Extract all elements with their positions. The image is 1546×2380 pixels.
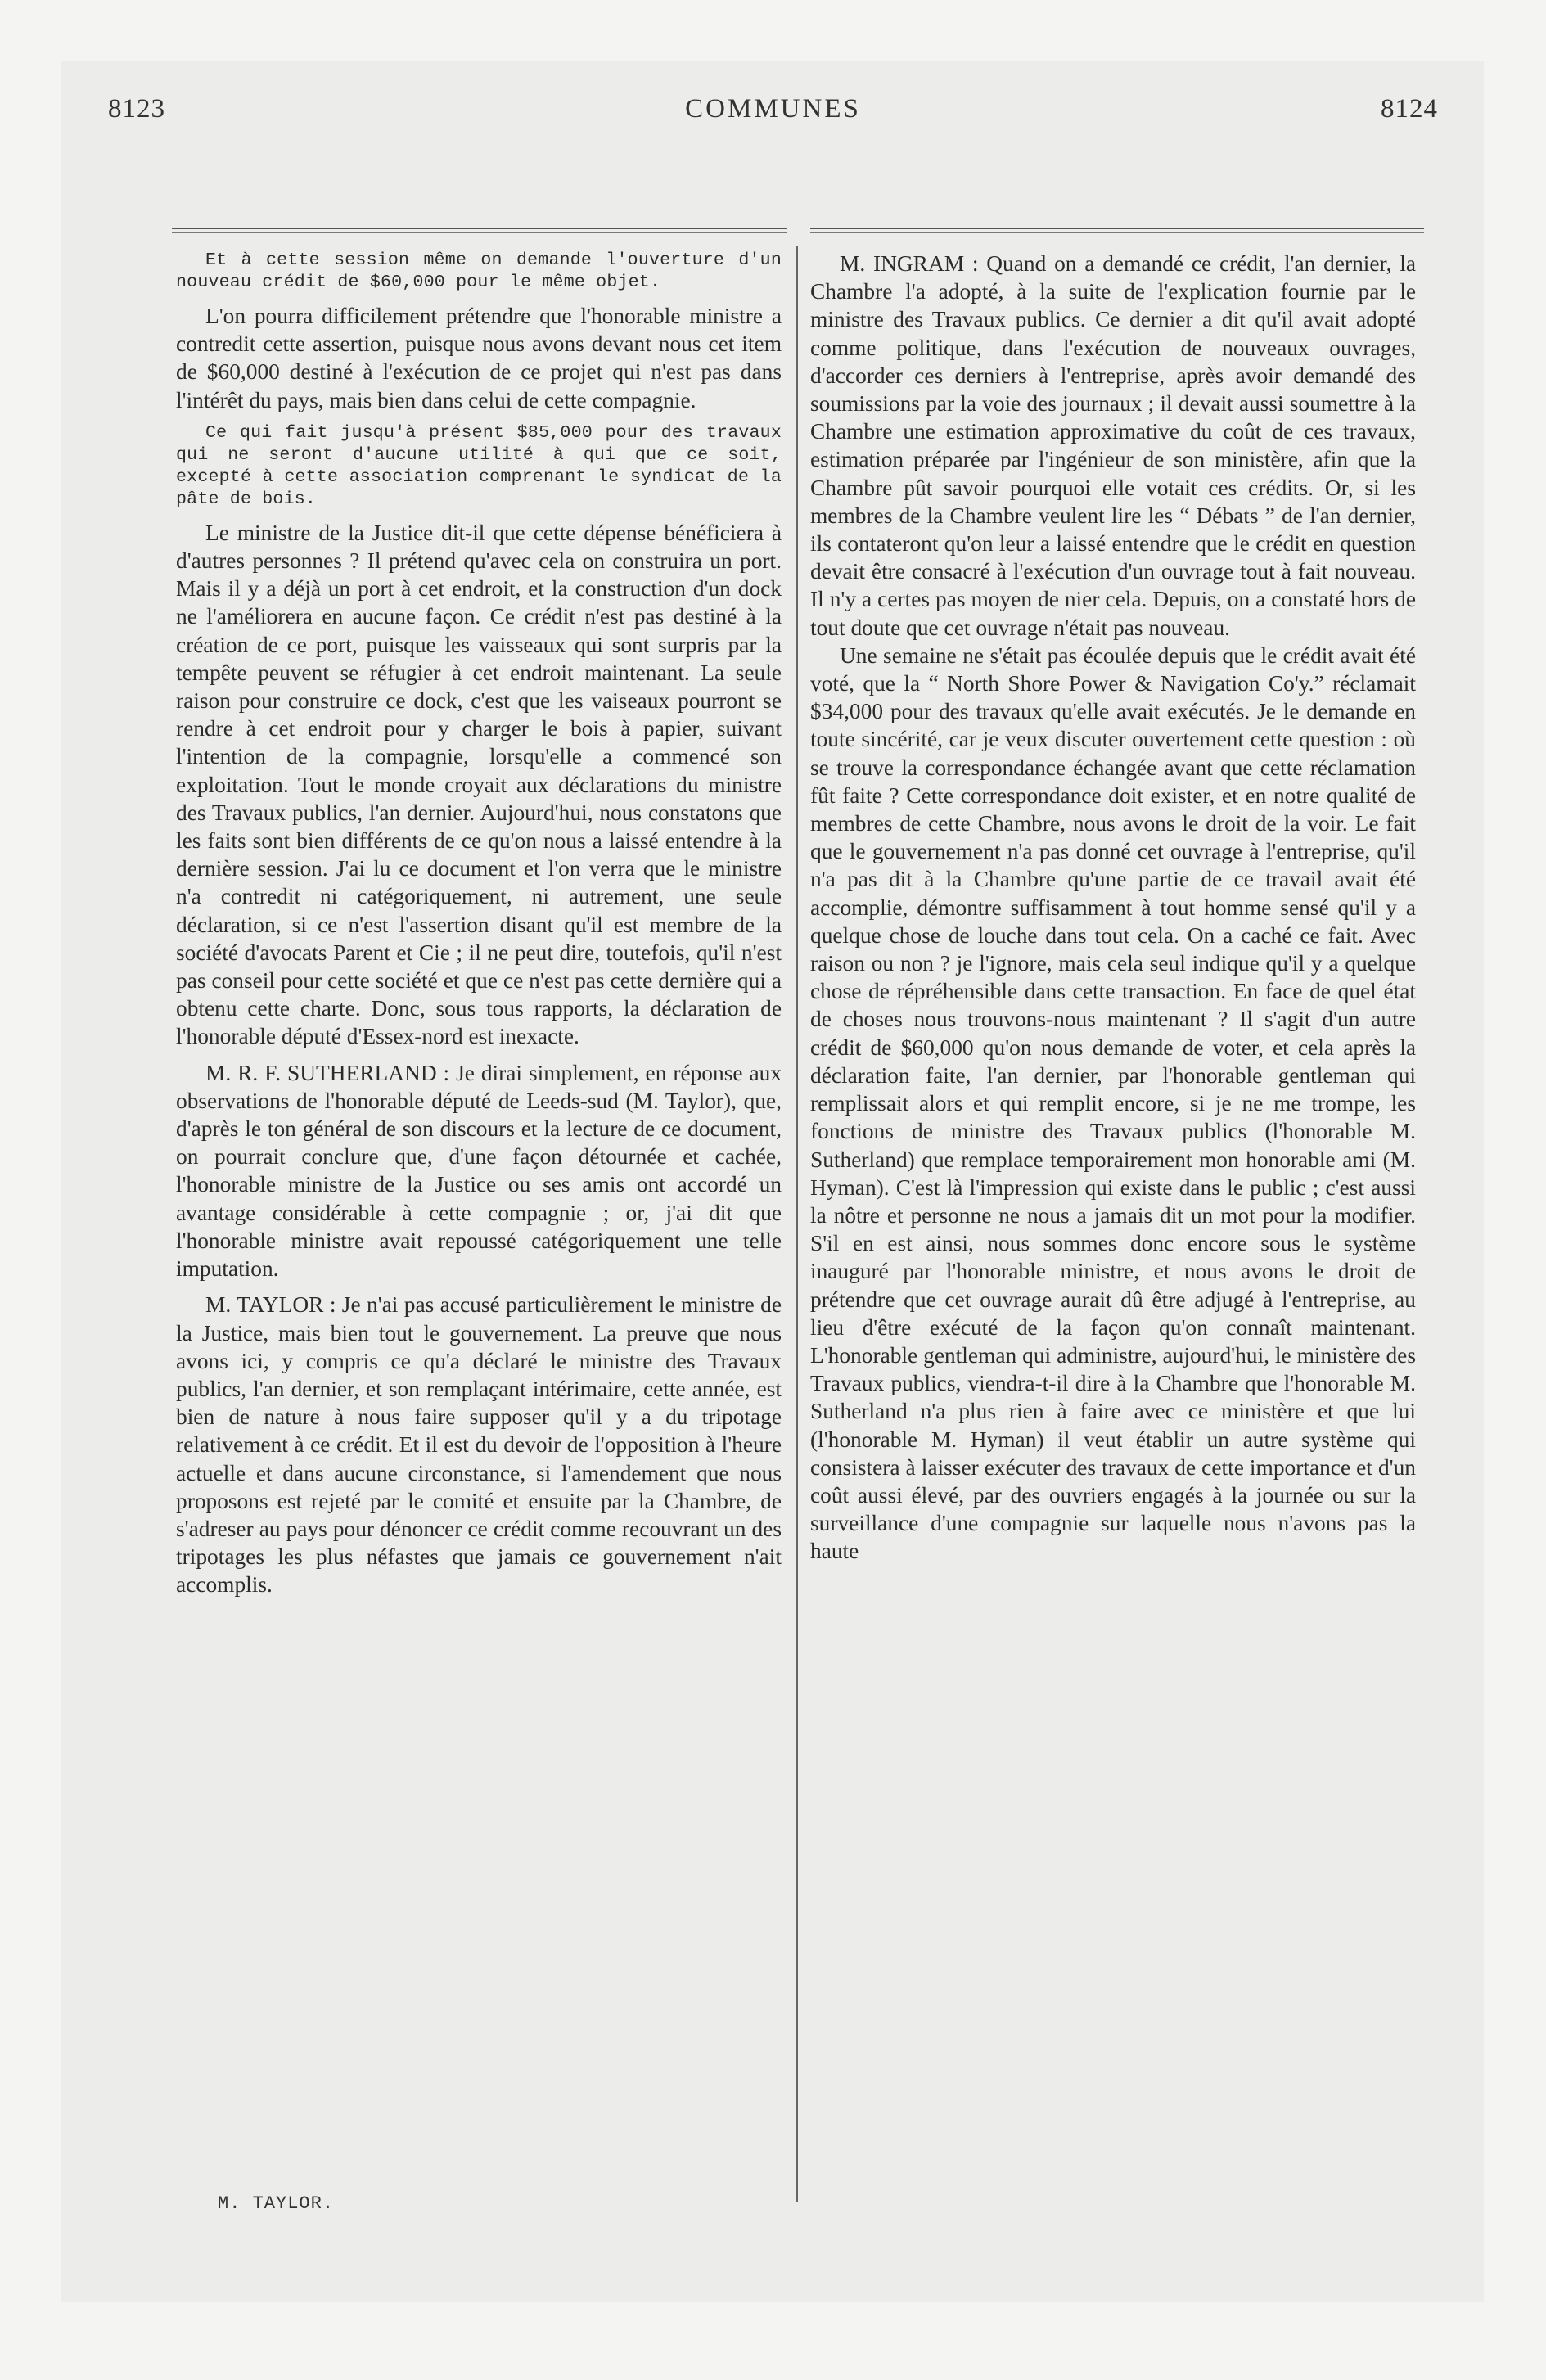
page-header <box>108 94 1438 143</box>
paragraph: M. R. F. SUTHERLAND : Je dirai simplement, en réponse aux observations de l'honorable député de Leeds-sud (M. Taylor), que, d'après le ton général de son discours et la lecture de ce document, on pourrait conclure que, d'une façon détournée et cachée, l'honorable ministre de la Justice ou ses amis ont accordé un avantage considérable à cette compagnie ; or, j'ai dit que l'honorable ministre avait repoussé catégoriquement une telle imputation. <box>176 1060 782 1282</box>
paragraph: L'on pourra difficilement prétendre que l'honorable ministre a contredit cette assertion, puisque nous avons devant nous cet item de $60,000 destiné à l'exécution de ce projet qui n'est pas dans l'intérêt du pays, mais bien dans celui de cette compagnie. <box>176 304 782 412</box>
paragraph: Une semaine ne s'était pas écoulée depuis que le crédit avait été voté, que la “ North Shore Power & Navigation Co'y.” réclamait $34,000 pour des travaux qu'elle avait exécutés. Je le demande en toute sincérité, car je veux discuter ouvertement cette question : où se trouve la correspondance échangée avant que cette réclamation fût faite ? Cette correspondance doit exister, et en notre qualité de membres de cette Chambre, nous avons le droit de la voir. Le fait que le gouvernement n'a pas donné cet ouvrage à l'entreprise, qu'il n'a pas dit à la Chambre qu'une partie de ce travail avait été accomplie, démontre suffisamment à tout homme sensé qu'il y a quelque chose de louche dans tout cela. On a caché ce fait. Avec raison ou non ? je l'ignore, mais cela seul indique qu'il y a quelque chose de répréhensible dans cette transaction. En face de quel état de choses nous trouvons-nous maintenant ? Il s'agit d'un autre crédit de $60,000 qu'on nous demande de voter, et cela après la déclaration faite, l'an dernier, par l'honorable gentleman qui remplissait alors et qui remplit encore, si je ne me trompe, les fonctions de ministre des Travaux publics (l'honorable M. Sutherland) que remplace temporairement mon honorable ami (M. Hyman). C'est là l'impression qui existe dans le public ; c'est aussi la nôtre et personne ne nous a jamais dit un mot pour la modifier. S'il en est ainsi, nous sommes donc encore sous le système inauguré par l'honorable ministre, et nous avons le droit de prétendre que cet ouvrage aurait dû être adjugé à l'entreprise, au lieu d'être exécuté de la façon qu'on connaît maintenant. L'honorable gentleman qui administre, aujourd'hui, le ministère des Travaux publics, viendra-t-il dire à la Chambre que l'honorable M. Sutherland n'a plus rien à faire avec ce ministère et que lui (l'honorable M. Hyman) il veut établir un autre système qui consistera à laisser exécuter des travaux de cette importance et d'un coût aussi élevé, par des ouvriers engagés à la journée ou sur la surveillance d'une compagnie sur laquelle nous n'avons pas la haute <box>810 642 1416 1564</box>
column-divider <box>796 246 798 2202</box>
header-rule-right <box>810 228 1424 229</box>
paragraph: M. TAYLOR : Je n'ai pas accusé particulièrement le ministre de la Justice, mais bien tout le gouvernement. La preuve que nous avons ici, y compris ce qu'a déclaré le ministre des Travaux publics, l'an dernier, et son remplaçant intérimaire, cette année, est bien de nature à nous faire supposer qu'il y a du tripotage relativement à ce crédit. Et il est du devoir de l'opposition à l'heure actuelle et dans aucune circonstance, si l'amendement que nous proposons est rejeté par le comité et ensuite par la Chambre, de s'adreser au pays pour dénoncer ce crédit comme recouvrant un des tripotages les plus néfastes que jamais ce gouvernement n'ait accomplis. <box>176 1292 782 1598</box>
page-number-right: 8124 <box>1381 94 1438 124</box>
left-column <box>176 250 782 1599</box>
paragraph: Le ministre de la Justice dit-il que cette dépense bénéficiera à d'autres personnes ? Il prétend qu'avec cela on construira un port. Mais il y a déjà un port à cet endroit, et la construction d'un dock ne l'améliorera en aucune façon. Ce crédit n'est pas destiné à la création de ce port, puisque les vaisseaux qui sont surpris par la tempête peuvent se réfugier à cet endroit maintenant. La seule raison pour construire ce dock, c'est que les vaiseaux pourront se rendre à cet endroit pour y charger le bois à papier, suivant l'intention de la compagnie, lorsqu'elle a commencé son exploitation. Tout le monde croyait aux déclarations du ministre des Travaux publics, l'an dernier. Aujourd'hui, nous constatons que les faits sont bien différents de ce qu'on nous a laissé entendre à la dernière session. J'ai lu ce document et l'on verra que le ministre n'a contredit ni catégoriquement, ni autrement, une seule déclaration, si ce n'est l'assertion disant qu'il est membre de la société d'avocats Parent et Cie ; il ne peut dire, toutefois, qu'il n'est pas conseil pour cette société et que ce n'est pas cette dernière qui a obtenu cette charte. Donc, sous tous rapports, la déclaration de l'honorable député d'Essex-nord est inexacte. <box>176 520 782 1049</box>
continued-speaker: M. TAYLOR. <box>218 2193 335 2214</box>
header-rule-left-thin <box>172 232 787 233</box>
page-title: COMMUNES <box>685 94 861 124</box>
right-column <box>810 250 1416 1566</box>
paragraph: M. INGRAM : Quand on a demandé ce crédit, l'an dernier, la Chambre l'a adopté, à la suite de l'explication fournie par le ministre des Travaux publics. Ce dernier a dit qu'il avait adopté comme politique, dans l'exécution de nouveaux ouvrages, d'accorder ces derniers à l'entreprise, après avoir demandé des soumissions par la voie des journaux ; il devait aussi soumettre à la Chambre une estimation approximative du coût de ces travaux, estimation préparée par l'ingénieur de son ministère, afin que la Chambre pût savoir pourquoi elle votait ces crédits. Or, si les membres de la Chambre veulent lire les “ Débats ” de l'an dernier, ils contateront qu'on leur a laissé entendre que le crédit en question devait être consacré à l'exécution d'un ouvrage tout à fait nouveau. Il n'y a certes pas moyen de nier cela. Depuis, on a constaté hors de tout doute que cet ouvrage n'était pas nouveau. <box>810 251 1416 640</box>
page-number-left: 8123 <box>108 94 165 124</box>
header-rule-right-thin <box>810 232 1424 233</box>
paragraph: Et à cette session même on demande l'ouverture d'un nouveau crédit de $60,000 pour le même objet. <box>176 250 782 292</box>
header-rule-left <box>172 228 787 229</box>
paragraph: Ce qui fait jusqu'à présent $85,000 pour des travaux qui ne seront d'aucune utilité à qui que ce soit, excepté à cette association comprenant le syndicat de la pâte de bois. <box>176 422 782 509</box>
